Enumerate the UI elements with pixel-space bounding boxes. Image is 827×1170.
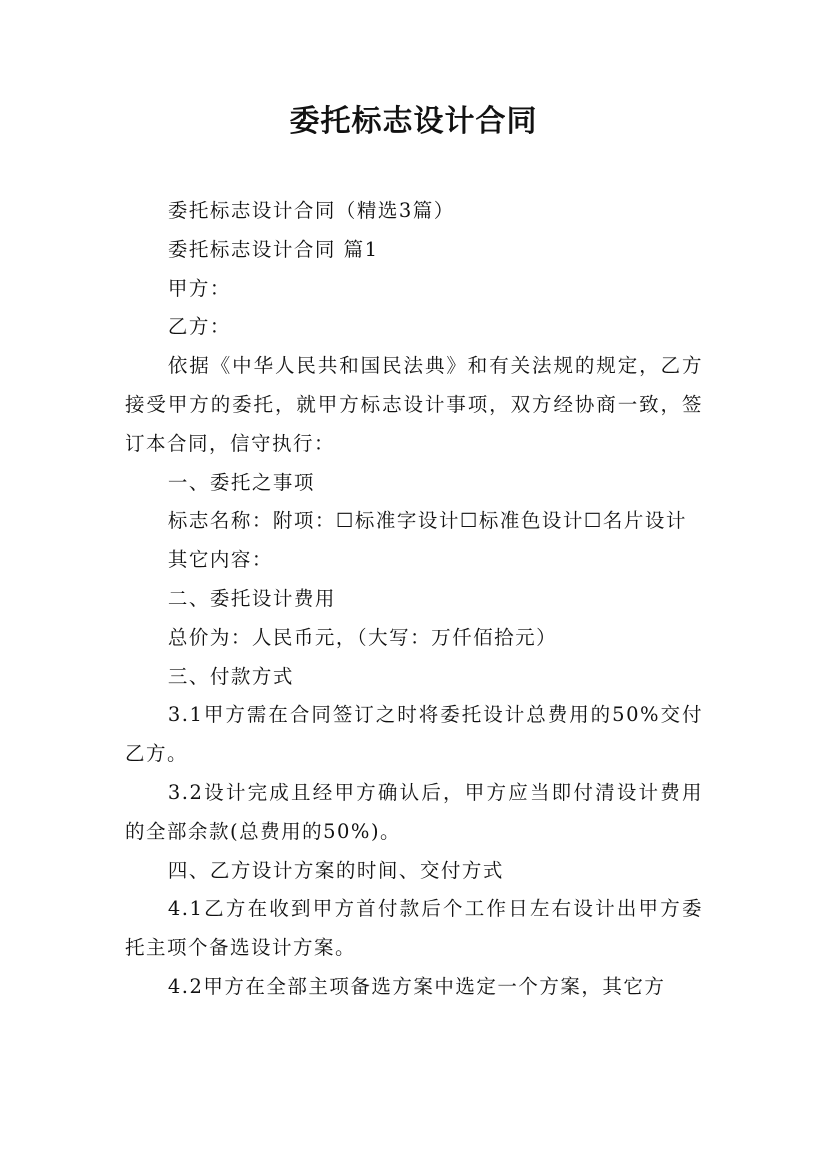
paragraph-subtitle: 委托标志设计合同（精选3篇） — [167, 199, 455, 222]
paragraph-clause-3-1: 3.1甲方需在合同签订之时将委托设计总费用的50%交付乙方。 — [125, 703, 703, 766]
paragraph-total-price: 总价为：人民币元，（大写：万仟佰拾元） — [167, 625, 558, 649]
paragraph-clause-4-2: 4.2甲方在全部主项备选方案中选定一个方案，其它方 — [167, 974, 666, 998]
paragraph-logo-name: 标志名称：附项：☐标准字设计☐标准色设计☐名片设计 — [167, 509, 687, 533]
paragraph-preamble: 依据《中华人民共和国民法典》和有关法规的规定，乙方接受甲方的委托，就甲方标志设计事项，双方经协商一致，签订本合同，信守执行： — [125, 354, 703, 455]
document-title: 委托标志设计合同 — [289, 104, 538, 139]
paragraph-party-b: 乙方： — [167, 315, 231, 339]
paragraph-heading-2: 二、委托设计费用 — [167, 586, 336, 610]
paragraph-party-a: 甲方： — [167, 276, 231, 300]
paragraph-heading-1: 一、委托之事项 — [167, 470, 315, 494]
paragraph-clause-4-1: 4.1乙方在收到甲方首付款后个工作日左右设计出甲方委托主项个备选设计方案。 — [125, 897, 703, 960]
paragraph-heading-4: 四、乙方设计方案的时间、交付方式 — [167, 858, 504, 882]
paragraph-clause-3-2: 3.2设计完成且经甲方确认后，甲方应当即付清设计费用的全部余款(总费用的50%)。 — [125, 780, 703, 843]
paragraph-other-content: 其它内容： — [167, 548, 273, 572]
paragraph-heading-3: 三、付款方式 — [167, 664, 294, 688]
paragraph-section-heading: 委托标志设计合同 篇1 — [167, 237, 379, 261]
document-body — [125, 192, 703, 1007]
